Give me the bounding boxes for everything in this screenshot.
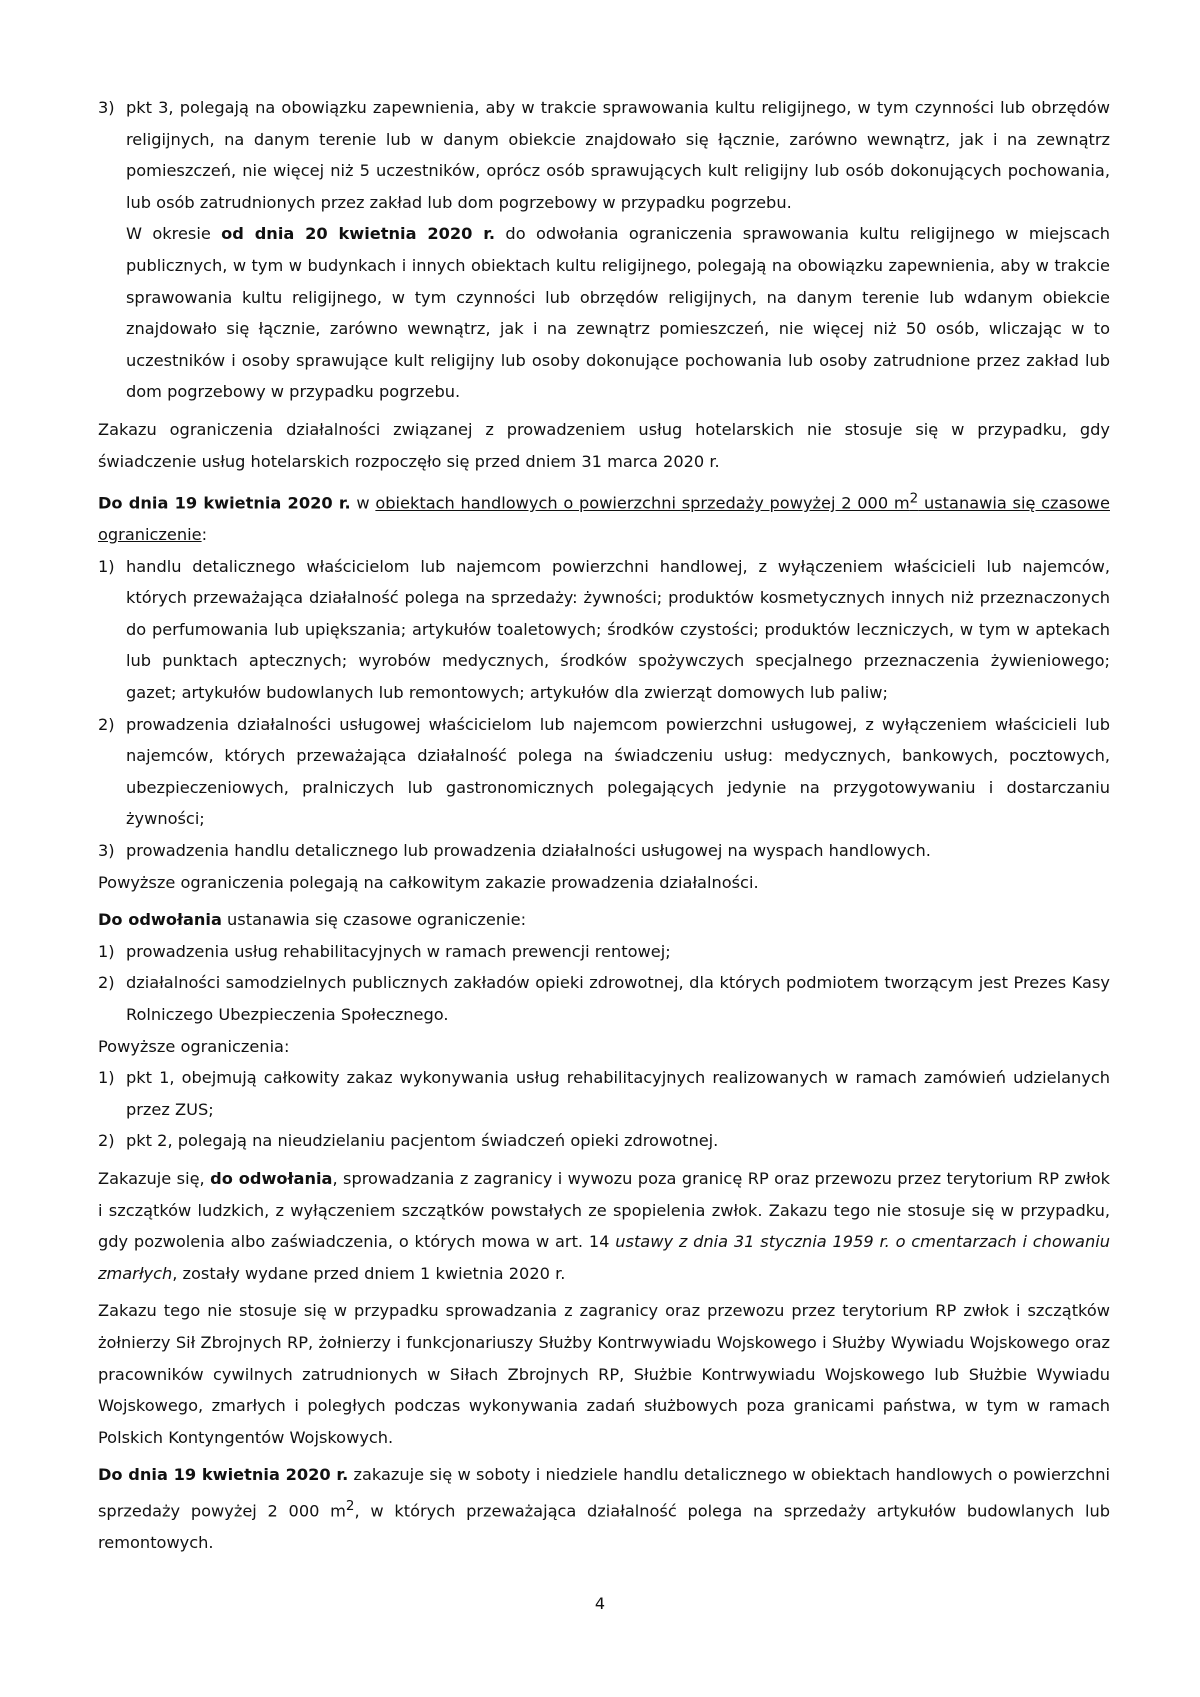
list-item	[98, 835, 1110, 867]
rehab-lead	[98, 904, 1110, 936]
list-item-number: 3)	[98, 841, 115, 861]
remains-paragraph	[98, 1163, 1110, 1289]
list-item-text: prowadzenia działalności usługowej właścicielom lub najemcom powierzchni usługowej, z wyłączeniem właścicieli lub najemców, których przeważająca działalność polega na świadczeniu usług: medycznych, bankowych, pocztowych, ubezpieczeniowych, pralniczych lub gastronomicznych polegających jedynie na przygotowywaniu i dostarczaniu żywności;	[126, 714, 1110, 829]
text-span: W okresie	[126, 224, 222, 244]
list-item-text: pkt 2, polegają na nieudzielaniu pacjentom świadczeń opieki zdrowotnej.	[126, 1131, 719, 1151]
italic-act-title: ustawy z dnia 31 stycznia 1959 r. o cmentarzach i chowaniu zmarłych	[98, 1232, 1110, 1283]
text-span: , zostały wydane przed dniem 1 kwietnia 2020 r.	[172, 1263, 566, 1283]
bold-phrase: Do odwołania	[98, 910, 222, 930]
bold-date: od dnia 20 kwietnia 2020 r.	[221, 224, 496, 244]
list-item-text: pkt 1, obejmują całkowity zakaz wykonywania usług rehabilitacyjnych realizowanych w ramach zamówień udzielanych przez ZUS;	[126, 1068, 1110, 1119]
underlined-text: obiektach handlowych o powierzchni sprzedaży powyżej 2 000 m	[375, 493, 910, 513]
hotel-paragraph: Zakazu ograniczenia działalności związanej z prowadzeniem usług hotelarskich nie stosuje się w przypadku, gdy świadczenie usług hotelarskich rozpoczęło się przed dniem 31 marca 2020 r.	[98, 419, 1110, 471]
list-item-number: 1)	[98, 1068, 115, 1088]
weekend-paragraph	[98, 1459, 1110, 1558]
shops-section	[98, 483, 1110, 898]
list-item-text: prowadzenia usług rehabilitacyjnych w ramach prewencji rentowej;	[126, 941, 671, 961]
list-item-number: 1)	[98, 941, 115, 961]
list-item-number: 2)	[98, 714, 115, 734]
list-item-number: 1)	[98, 556, 115, 576]
list-item	[98, 967, 1110, 1030]
rehab-sub-lead: Powyższe ograniczenia:	[98, 1036, 290, 1056]
list-item	[98, 551, 1110, 709]
superscript: 2	[909, 490, 919, 507]
text-span: , w których przeważająca działalność polega na sprzedaży artykułów budowlanych lub remontowych.	[98, 1501, 1110, 1552]
text-span: ustanawia się czasowe ograniczenie:	[221, 910, 527, 930]
underlined-text: ustanawia się czasowe ograniczenie	[98, 493, 1110, 545]
shops-lead	[98, 483, 1110, 551]
list-item-number: 2)	[98, 1131, 115, 1151]
soldiers-paragraph: Zakazu tego nie stosuje się w przypadku sprowadzania z zagranicy oraz przewozu przez terytorium RP zwłok i szczątków żołnierzy Sił Zbrojnych RP, żołnierzy i funkcjonariuszy Służby Kontrwywiadu Wojskowego i Służby Wywiadu Wojskowego oraz pracowników cywilnych zatrudnionych w Siłach Zbrojnych RP, Służbie Kontrwywiadu Wojskowego lub Służbie Wywiadu Wojskowego, zmarłych i poległych podczas wykonywania zadań służbowych poza granicami państwa, w tym w ramach Polskich Kontyngentów Wojskowych.	[98, 1301, 1110, 1447]
text-span: w	[350, 493, 376, 513]
list-item	[98, 92, 1110, 218]
shops-closing: Powyższe ograniczenia polegają na całkowitym zakazie prowadzenia działalności.	[98, 872, 759, 892]
document-page	[98, 92, 1110, 1565]
text-span: Zakazuje się,	[98, 1168, 211, 1188]
list-item-number: 2)	[98, 973, 115, 993]
page-number: 4	[594, 1594, 606, 1613]
list-item-text: prowadzenia handlu detalicznego lub prowadzenia działalności usługowej na wyspach handlowych.	[126, 841, 931, 861]
list-item-text: handlu detalicznego właścicielom lub najemcom powierzchni handlowej, z wyłączeniem właścicieli lub najemców, których przeważająca działalność polega na sprzedaży: żywności; produktów kosmetycznych innych niż przeznaczonych do perfumowania lub upiększania; artykułów toaletowych; środków czystości; produktów leczniczych, w tym w aptekach lub punktach aptecznych; wyrobów medycznych, środków spożywczych specjalnego przeznaczenia żywieniowego; gazet; artykułów budowlanych lub remontowych; artykułów dla zwierząt domowych lub paliw;	[126, 556, 1110, 703]
text-span: do odwołania ograniczenia sprawowania kultu religijnego w miejscach publicznych, w tym w budynkach i innych obiektach kultu religijnego, polegają na obowiązku zapewnienia, aby w trakcie sprawowania kultu religijnego, w tym czynności lub obrzędów religijnych, na danym terenie lub wdanym obiekcie znajdowało się łącznie, zarówno wewnątrz, jak i na zewnątrz pomieszczeń, nie więcej niż 50 osób, wliczając w to uczestników i osoby sprawujące kult religijny lub osoby dokonujące pochowania lub osoby zatrudnione przez zakład lub dom pogrzebowy w przypadku pogrzebu.	[126, 224, 1110, 402]
text-span: zakazuje się w soboty i niedziele handlu detalicznego w obiektach handlowych o powierzchni sprzedaży powyżej 2 000 m	[98, 1465, 1110, 1521]
list-item-text: pkt 3, polegają na obowiązku zapewnienia, aby w trakcie sprawowania kultu religijnego, w tym czynności lub obrzędów religijnych, na danym terenie lub w danym obiekcie znajdowało się łącznie, zarówno wewnątrz, jak i na zewnątrz pomieszczeń, nie więcej niż 5 uczestników, oprócz osób sprawujących kult religijny lub osób dokonujących pochowania, lub osób zatrudnionych przez zakład lub dom pogrzebowy w przypadku pogrzebu.	[126, 98, 1110, 212]
text-span: :	[201, 525, 208, 545]
list-item-text: działalności samodzielnych publicznych zakładów opieki zdrowotnej, dla których podmiotem tworzącym jest Prezes Kasy Rolniczego Ubezpieczenia Społecznego.	[126, 973, 1110, 1025]
religious-worship-list	[98, 92, 1110, 408]
text-span: , sprowadzania z zagranicy i wywozu poza granicę RP oraz przewozu przez terytorium RP zwłok i szczątków ludzkich, z wyłączeniem szczątków powstałych ze spopielenia zwłok. Zakazu tego nie stosuje się w przypadku, gdy pozwolenia albo zaświadczenia, o których mowa w art. 14	[98, 1168, 1111, 1252]
list-item	[98, 1125, 1110, 1157]
superscript: 2	[345, 1497, 355, 1514]
list-item	[98, 1062, 1110, 1125]
list-item	[98, 936, 1110, 968]
bold-date: Do dnia 19 kwietnia 2020 r.	[98, 493, 351, 513]
list-item-continuation	[98, 218, 1110, 408]
list-item	[98, 709, 1110, 835]
rehab-section	[98, 904, 1110, 1157]
bold-phrase: do odwołania	[210, 1168, 333, 1188]
bold-date: Do dnia 19 kwietnia 2020 r.	[98, 1465, 349, 1485]
list-item-number: 3)	[98, 98, 115, 117]
